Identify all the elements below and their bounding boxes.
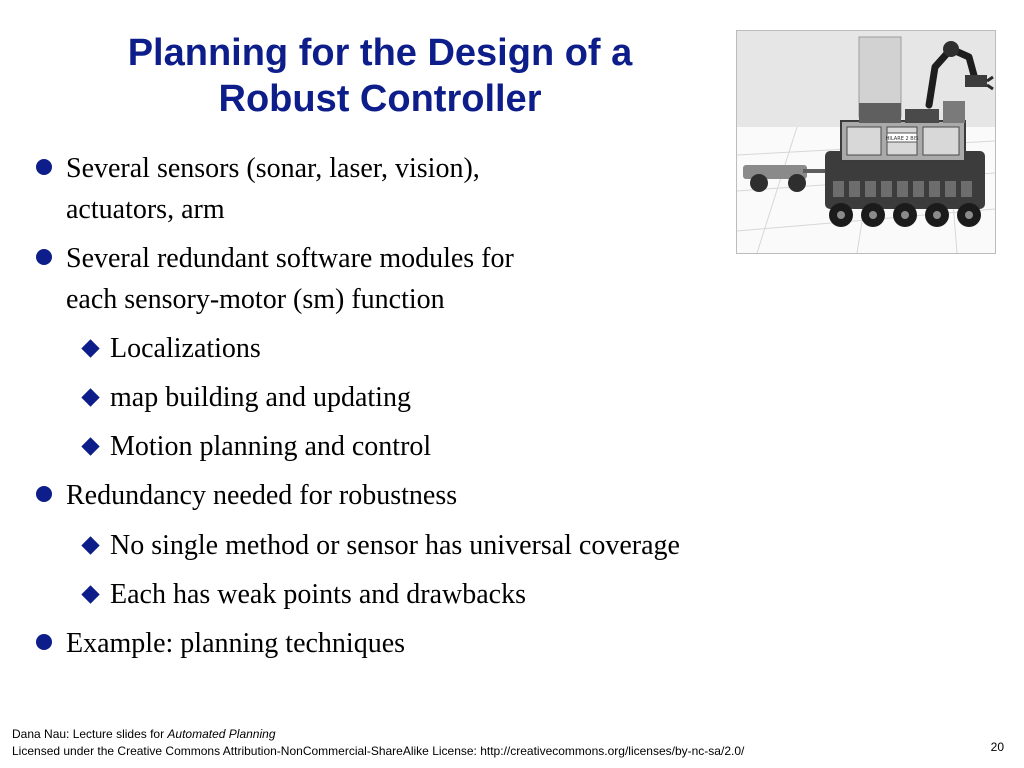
list-item-text: Motion planning and control <box>110 431 432 462</box>
footer-line-1 <box>12 726 744 743</box>
list-item-text: No single method or sensor has universal coverage <box>110 530 680 561</box>
list-item <box>66 623 405 664</box>
footer-license: Licensed under the Creative Commons Attribution-NonCommercial-ShareAlike License: http://creativecommons.org/licenses/by-nc-sa/2.0/ <box>12 744 745 758</box>
list-item <box>110 574 526 615</box>
list-item <box>110 328 261 369</box>
list-item-text: Several redundant software modules for <box>66 243 514 274</box>
page-number: 20 <box>990 740 1004 754</box>
list-item-text: Each has weak points and drawbacks <box>110 579 526 610</box>
list-item-text: Several sensors (sonar, laser, vision), <box>66 153 480 184</box>
slide-title-line-2: Robust Controller <box>218 78 542 120</box>
list-item-text: map building and updating <box>110 382 411 413</box>
diamond-bullet-icon <box>81 437 99 455</box>
robot-label: HILARE 2 BIS <box>885 136 919 142</box>
diamond-bullet-icon <box>81 388 99 406</box>
bullet-dot-icon <box>36 159 52 175</box>
list-item <box>110 426 431 467</box>
diamond-bullet-icon <box>81 536 99 554</box>
bullet-dot-icon <box>36 486 52 502</box>
footer-book-title: Automated Planning <box>167 727 276 741</box>
slide-title-line-1: Planning for the Design of a <box>127 32 633 74</box>
footer-prefix: Dana Nau: Lecture slides for <box>12 727 168 741</box>
list-item-text: Localizations <box>110 333 261 364</box>
bullet-dot-icon <box>36 634 52 650</box>
list-item-text: Redundancy needed for robustness <box>66 480 458 511</box>
list-item <box>110 377 411 418</box>
list-item <box>66 475 457 516</box>
diamond-bullet-icon <box>81 339 99 357</box>
bullet-dot-icon <box>36 249 52 265</box>
diamond-bullet-icon <box>81 585 99 603</box>
list-item <box>66 238 514 320</box>
list-item-text: each sensory-motor (sm) function <box>66 284 445 315</box>
list-item-text: actuators, arm <box>66 194 225 225</box>
list-item <box>66 148 480 230</box>
list-item <box>110 525 680 566</box>
footer-credits <box>12 726 744 760</box>
list-item-text: Example: planning techniques <box>66 628 406 659</box>
